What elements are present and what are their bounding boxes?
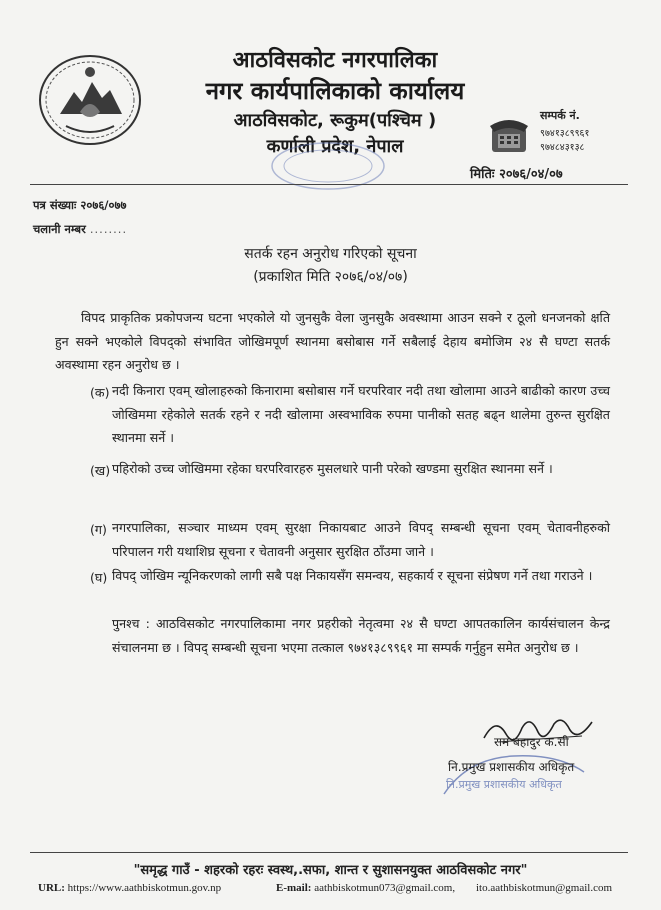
postscript: पुनश्च : आठविसकोट नगरपालिकामा नगर प्रहरीको नेतृत्वमा २४ सै घण्टा आपतकालिन कार्यसंचालन केन्द्र संचालनमा छ । विपद् सम्बन्धी सूचना भएमा तत्काल ९७४१३८९९६१ मा सम्पर्क गर्नुहुन समेत अनुरोध छ । bbox=[112, 616, 610, 655]
dispatch-value: ........ bbox=[89, 222, 128, 236]
email-link-2[interactable]: ito.aathbiskotmun@gmail.com bbox=[476, 882, 613, 894]
footer-slogan: "समृद्ध गाउँ - शहरको रहरः स्वस्थ,.सफा, शान्त र सुशासनयुक्त आठविसकोट नगर" bbox=[133, 863, 528, 878]
item-text-ka: नदी किनारा एवम् खोलाहरुको किनारामा बसोबास गर्ने घरपरिवार नदी तथा खोलामा आउने बाढीको कारण उच्च जोखिममा रहेकोले सतर्क रहने र नदी खोलामा अस्वभाविक रुपमा पानीको सतह बढ्न थालेमा तुरुन्त सुरक्षित स्थानमा सर्ने । bbox=[112, 383, 610, 445]
contact-block bbox=[488, 108, 608, 160]
item-label-ga: (ग) bbox=[90, 522, 107, 537]
item-label-kha: (ख) bbox=[90, 463, 111, 478]
svg-text:नि.प्रमुख प्रशासकीय अधिकृत: नि.प्रमुख प्रशासकीय अधिकृत bbox=[446, 778, 562, 791]
item-text-kha: पहिरोको उच्च जोखिममा रहेका घरपरिवारहरु मुसलधारे पानी परेको खण्डमा सुरक्षित स्थानमा सर्ने । bbox=[112, 461, 553, 476]
letter-date: मितिः २०७६/०४/०७ bbox=[470, 167, 563, 182]
signatory-name: राम बहादुर क.सी bbox=[494, 735, 569, 749]
footer-email bbox=[276, 882, 455, 894]
item-text-ga: नगरपालिका, सञ्चार माध्यम एवम् सुरक्षा निकायबाट आउने विपद् सम्बन्धी सूचना एवम् चेतावनीहरुको परिपालन गरी यथाशिघ्र सूचना र चेतावनी अनुसार सुरक्षित ठाँउमा जाने । bbox=[112, 520, 610, 559]
item-text-gha: विपद् जोखिम न्यूनिकरणको लागी सबै पक्ष निकायसँग समन्वय, सहकार्य र सूचना संप्रेषण गर्ने तथा गराउने । bbox=[112, 568, 593, 583]
municipality-name: आठविसकोट नगरपालिका bbox=[232, 48, 438, 73]
contact-phone-2: ९७४८४३१३८ bbox=[540, 142, 585, 153]
email-link-1[interactable]: aathbiskotmun073@gmail.com, bbox=[314, 882, 456, 894]
contact-phone-1: ९७४१३८९९६१ bbox=[540, 128, 590, 139]
province-country: कर्णाली प्रदेश, नेपाल bbox=[266, 136, 404, 157]
dispatch-label: चलानी नम्बर bbox=[33, 222, 86, 236]
footer-email-2 bbox=[476, 882, 612, 894]
email-label: E-mail: bbox=[276, 882, 312, 894]
header-divider bbox=[30, 184, 628, 185]
notice-published-date: (प्रकाशित मिति २०७६/०४/०७) bbox=[253, 269, 408, 285]
contact-title: सम्पर्क नं. bbox=[540, 109, 580, 122]
office-address: आठविसकोट, रूकुम(पश्चिम ) bbox=[233, 110, 437, 131]
item-label-gha: (घ) bbox=[90, 570, 108, 585]
footer-url bbox=[38, 882, 221, 894]
telephone-icon bbox=[488, 114, 530, 154]
notice-title: सतर्क रहन अनुरोध गरिएको सूचना bbox=[244, 246, 417, 262]
reference-label: पत्र संख्याः bbox=[33, 198, 77, 212]
url-label: URL: bbox=[38, 882, 65, 894]
signatory-position: नि.प्रमुख प्रशासकीय अधिकृत bbox=[448, 760, 575, 774]
intro-paragraph: विपद प्राकृतिक प्रकोपजन्य घटना भएकोले यो जुनसुकै वेला जुनसुकै अवस्थामा आउन सक्ने र ठूलो धनजनको क्षति हुन सक्ने भएकोले विपद्को संभावित जोखिमपूर्ण स्थानमा बसोबास गर्ने सबैलाई देहाय बमोजिम २४ सै घण्टा सतर्क अवस्थामा रहन अनुरोध छ । bbox=[55, 310, 610, 372]
reference-value: २०७६/०७७ bbox=[80, 198, 127, 212]
dispatch-number bbox=[33, 222, 127, 237]
url-link[interactable]: https://www.aathbiskotmun.gov.np bbox=[67, 882, 222, 894]
office-name: नगर कार्यपालिकाको कार्यालय bbox=[205, 77, 465, 105]
footer-divider bbox=[30, 852, 628, 853]
municipality-emblem bbox=[36, 52, 144, 148]
reference-number bbox=[33, 198, 126, 213]
item-label-ka: (क) bbox=[90, 385, 110, 400]
